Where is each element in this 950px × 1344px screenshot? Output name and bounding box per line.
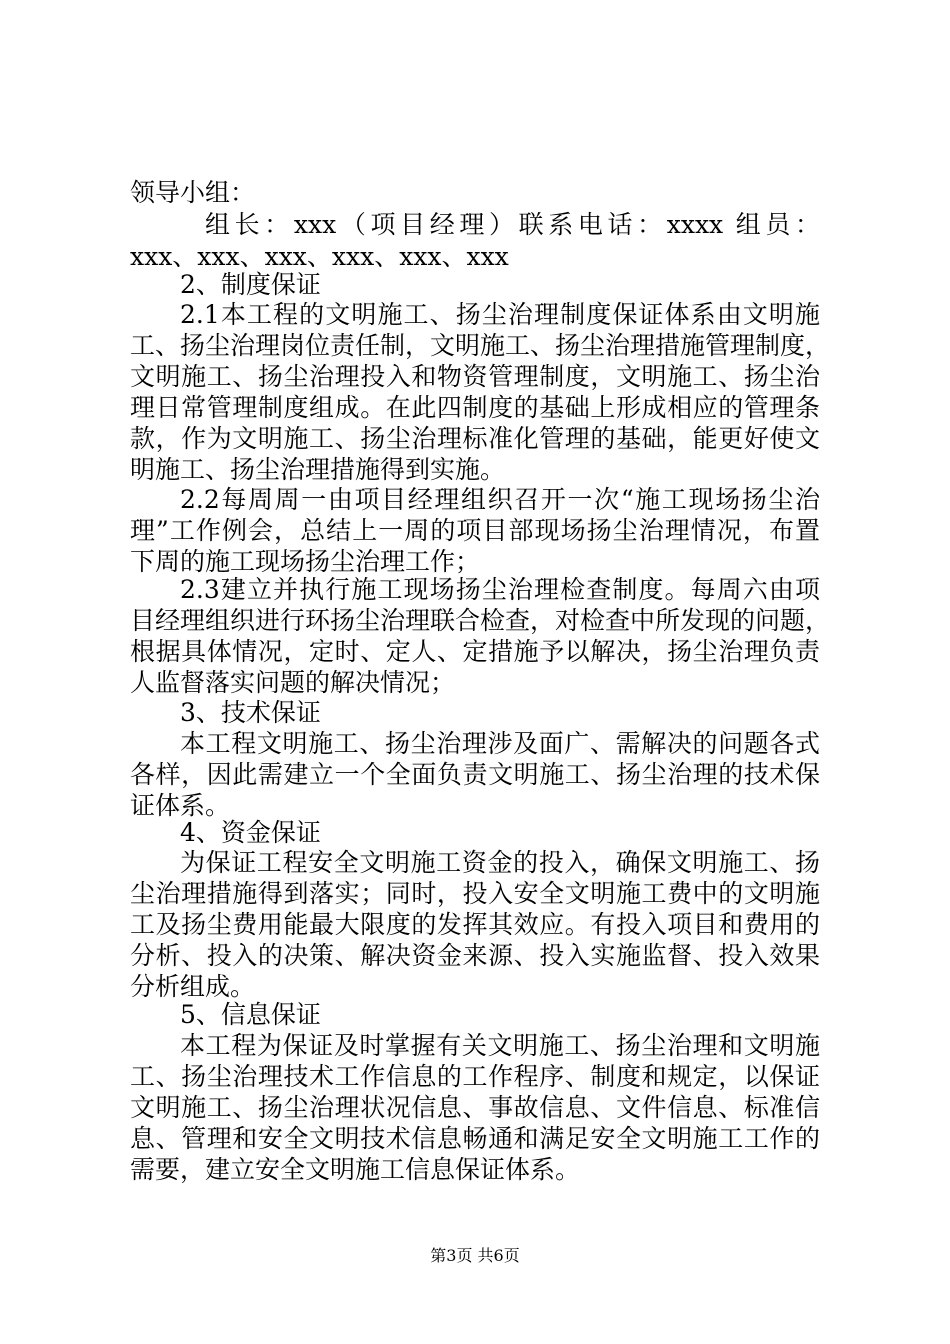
- paragraph-line: 下周的施工现场扬尘治理工作；: [130, 547, 481, 576]
- paragraph-line: 本工程文明施工、扬尘治理涉及面广、需解决的问题各式: [180, 729, 820, 758]
- paragraph-line: 息、管理和安全文明技术信息畅通和满足安全文明施工工作的: [130, 1124, 820, 1153]
- paragraph-line: 根据具体情况，定时、定人、定措施予以解决，扬尘治理负责: [130, 637, 820, 666]
- paragraph-line: 明施工、扬尘治理措施得到实施。: [130, 455, 506, 484]
- paragraph-line: 文明施工、扬尘治理投入和物资管理制度，文明施工、扬尘治: [130, 362, 820, 391]
- section-heading-system: 2、制度保证: [180, 270, 321, 299]
- section-heading-information: 5、信息保证: [180, 1000, 321, 1029]
- paragraph-line: 各样，因此需建立一个全面负责文明施工、扬尘治理的技术保: [130, 760, 820, 789]
- section-heading-funding: 4、资金保证: [180, 818, 321, 847]
- paragraph-line: 人监督落实问题的解决情况；: [130, 668, 456, 697]
- paragraph-line: 理”工作例会，总结上一周的项目部现场扬尘治理情况，布置: [130, 516, 820, 545]
- members-line: xxx、xxx、xxx、xxx、xxx、xxx: [130, 242, 509, 271]
- leader-group-heading: 领导小组：: [130, 178, 256, 207]
- paragraph-line: 2.1本工程的文明施工、扬尘治理制度保证体系由文明施: [180, 300, 820, 329]
- paragraph-line: 分析、投入的决策、解决资金来源、投入实施监督、投入效果: [130, 941, 820, 970]
- paragraph-line: 分析组成。: [130, 972, 256, 1001]
- section-heading-technical: 3、技术保证: [180, 698, 321, 727]
- paragraph-line: 尘治理措施得到落实；同时，投入安全文明施工费中的文明施: [130, 879, 820, 908]
- paragraph-line: 2.2每周周一由项目经理组织召开一次“施工现场扬尘治: [180, 485, 820, 514]
- paragraph-line: 2.3建立并执行施工现场扬尘治理检查制度。每周六由项: [180, 575, 820, 604]
- paragraph-line: 工、扬尘治理技术工作信息的工作程序、制度和规定，以保证: [130, 1062, 820, 1091]
- page-footer: 第3页 共6页: [430, 1246, 520, 1265]
- leader-group-line: 组长：xxx（项目经理）联系电话：xxxx 组员：: [205, 210, 820, 239]
- paragraph-line: 证体系。: [130, 791, 231, 820]
- paragraph-line: 为保证工程安全文明施工资金的投入，确保文明施工、扬: [180, 848, 820, 877]
- paragraph-line: 文明施工、扬尘治理状况信息、事故信息、文件信息、标准信: [130, 1093, 820, 1122]
- paragraph-line: 款，作为文明施工、扬尘治理标准化管理的基础，能更好使文: [130, 424, 820, 453]
- paragraph-line: 目经理组织进行环扬尘治理联合检查，对检查中所发现的问题，: [130, 606, 831, 635]
- paragraph-line: 本工程为保证及时掌握有关文明施工、扬尘治理和文明施: [180, 1031, 820, 1060]
- paragraph-line: 工及扬尘费用能最大限度的发挥其效应。有投入项目和费用的: [130, 910, 820, 939]
- paragraph-line: 工、扬尘治理岗位责任制，文明施工、扬尘治理措施管理制度，: [130, 331, 831, 360]
- paragraph-line: 需要，建立安全文明施工信息保证体系。: [130, 1155, 581, 1184]
- paragraph-line: 理日常管理制度组成。在此四制度的基础上形成相应的管理条: [130, 393, 820, 422]
